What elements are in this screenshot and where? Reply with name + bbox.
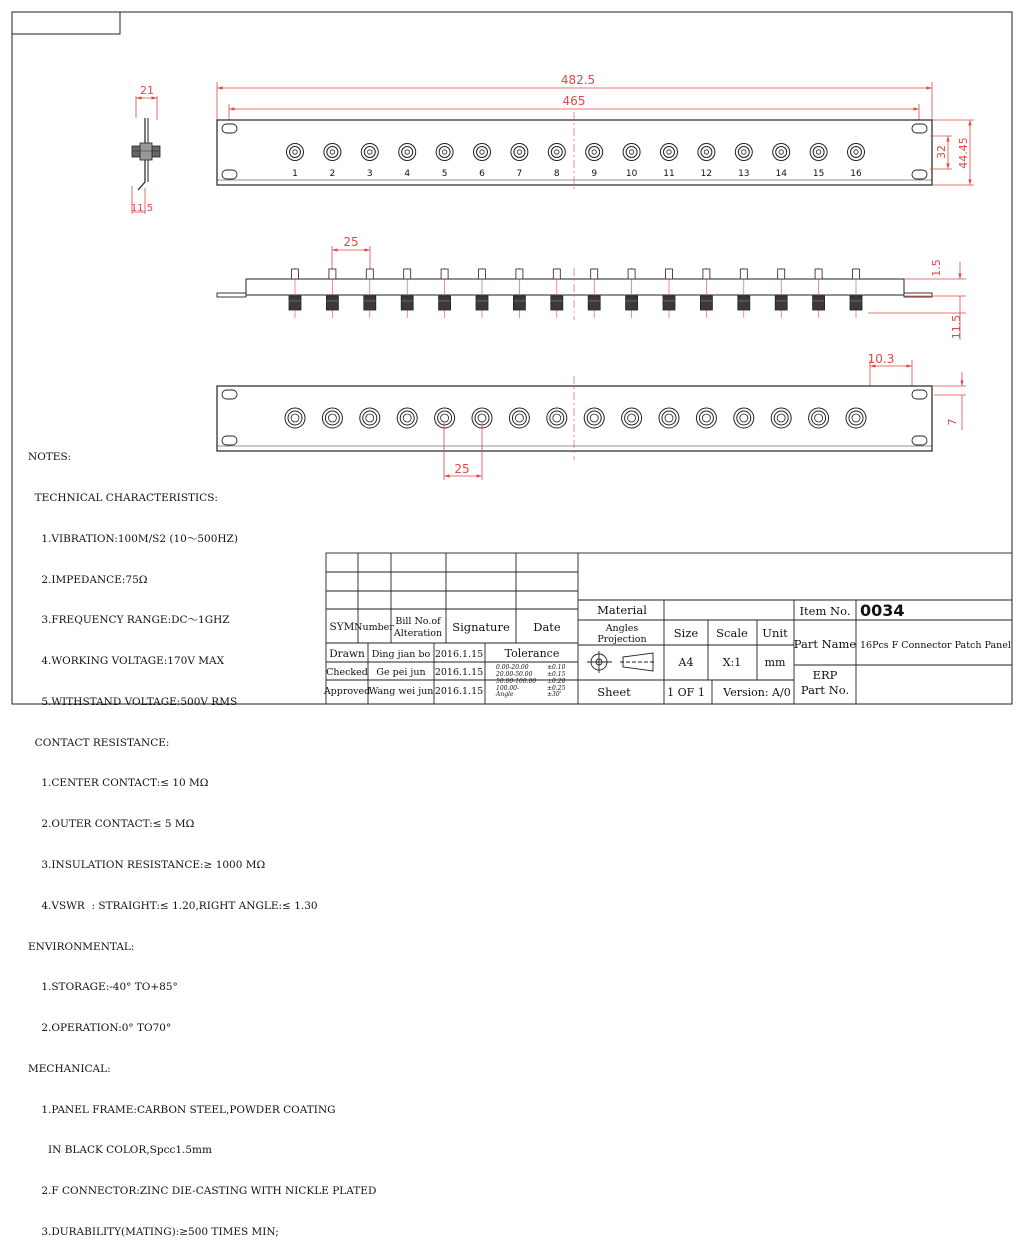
tb-checked-name: Ge pei jun xyxy=(376,667,426,678)
dim-7: 7 xyxy=(946,418,959,426)
port-number: 14 xyxy=(775,169,787,179)
port-number: 5 xyxy=(441,169,448,179)
tb-projection: Projection xyxy=(597,634,647,645)
panel-top xyxy=(246,279,904,295)
note-line: 4.VSWR : STRAIGHT:≤ 1.20,RIGHT ANGLE:≤ 1.30 xyxy=(28,899,318,912)
port-number: 13 xyxy=(738,169,750,179)
tol-range: 20.00-50.00 xyxy=(496,671,533,678)
f-connector-front xyxy=(661,144,678,161)
f-connector-front xyxy=(848,144,865,161)
tol-range: 0.00-20.00 xyxy=(496,664,529,671)
f-connector-rear xyxy=(547,408,567,428)
dim-11-5-mid: 11.5 xyxy=(950,314,963,340)
f-connector-rear xyxy=(584,408,604,428)
tb-tolerance: Tolerance xyxy=(504,647,560,660)
f-connector-rear xyxy=(509,408,529,428)
mount-slot xyxy=(222,170,237,179)
mount-slot xyxy=(912,436,927,445)
tb-drawn-date: 2016.1.15 xyxy=(434,649,484,660)
top-view xyxy=(217,235,966,340)
f-connector-front xyxy=(511,144,528,161)
port-number: 2 xyxy=(329,169,336,179)
port-number: 3 xyxy=(366,169,373,179)
f-connector-front xyxy=(474,144,491,161)
note-line: 2.OUTER CONTACT:≤ 5 MΩ xyxy=(28,818,195,831)
tb-approved-name: Wang wei jun xyxy=(368,686,434,697)
f-connector-rear xyxy=(809,408,829,428)
tb-sheet-value: 1 OF 1 xyxy=(667,686,705,699)
note-line: MECHANICAL: xyxy=(28,1062,111,1075)
port-number: 15 xyxy=(812,169,825,179)
tolerance-table xyxy=(495,664,566,698)
mount-slot xyxy=(222,124,237,133)
tb-drawn-name: Ding jian bo xyxy=(371,649,431,660)
f-connector-front xyxy=(399,144,416,161)
f-connector-front xyxy=(548,144,565,161)
note-line: 2.F CONNECTOR:ZINC DIE-CASTING WITH NICKLE PLATED xyxy=(28,1185,377,1198)
tol-value: ±0.20 xyxy=(547,678,566,685)
f-connector-front xyxy=(810,144,827,161)
note-line: 1.CENTER CONTACT:≤ 10 MΩ xyxy=(28,777,209,790)
note-line: 1.STORAGE:-40° TO+85° xyxy=(28,981,178,994)
tb-signature: Signature xyxy=(452,620,510,634)
tb-sheet-label: Sheet xyxy=(597,685,631,699)
dim-11-5-side: 11.5 xyxy=(130,203,154,214)
tb-angles: Angles xyxy=(605,623,639,634)
port-number: 4 xyxy=(404,169,411,179)
port-number: 9 xyxy=(591,169,598,179)
f-connector-rear xyxy=(397,408,417,428)
tb-drawn-label: Drawn xyxy=(329,648,365,660)
f-connector-rear xyxy=(659,408,679,428)
tb-alteration: Alteration xyxy=(393,628,443,639)
tb-part-no-label: Part No. xyxy=(800,683,850,697)
f-connector-rear xyxy=(622,408,642,428)
mount-slot xyxy=(912,124,927,133)
tb-approved-date: 2016.1.15 xyxy=(434,686,484,697)
tol-range: 50.00-100.00 xyxy=(496,678,537,685)
f-connector-rear xyxy=(771,408,791,428)
tb-approved-label: Approved xyxy=(323,686,371,697)
tol-value: ±0.25 xyxy=(547,685,566,692)
note-line: IN BLACK COLOR,Spcc1.5mm xyxy=(28,1144,212,1157)
tb-part-name-label: Part Name xyxy=(793,637,857,651)
port-number: 10 xyxy=(625,169,638,179)
port-number: 16 xyxy=(850,169,862,179)
tb-checked-label: Checked xyxy=(326,667,368,678)
projection-symbol xyxy=(587,651,656,673)
port-number: 1 xyxy=(292,169,298,179)
tol-value: ±0.10 xyxy=(547,664,566,671)
tb-erp: ERP xyxy=(812,668,838,682)
f-connector-front xyxy=(773,144,790,161)
note-line: 2.OPERATION:0° TO70° xyxy=(28,1022,172,1035)
f-connector-front xyxy=(623,144,640,161)
f-connector-front xyxy=(586,144,603,161)
side-view xyxy=(131,84,160,214)
dim-44-45: 44.45 xyxy=(957,137,970,169)
f-connector-front xyxy=(287,144,304,161)
f-connector-rear xyxy=(846,408,866,428)
tb-scale-value: X:1 xyxy=(722,656,742,669)
tb-bill-no: Bill No.of xyxy=(395,616,441,627)
port-number: 11 xyxy=(663,169,675,179)
tb-unit-label: Unit xyxy=(762,626,788,640)
front-view xyxy=(217,73,974,192)
f-connector-rear xyxy=(734,408,754,428)
tb-checked-date: 2016.1.15 xyxy=(434,667,484,678)
mount-slot xyxy=(912,170,927,179)
tb-material: Material xyxy=(597,603,647,617)
panel-ear-left xyxy=(217,293,246,297)
tol-value: ±30' xyxy=(547,691,562,698)
dim-25-bottom: 25 xyxy=(454,462,470,476)
notes-block xyxy=(28,424,376,1253)
tb-unit-value: mm xyxy=(764,656,786,669)
note-line: 1.VIBRATION:100M/S2 (10～500HZ) xyxy=(28,532,238,545)
note-line: 2.IMPEDANCE:75Ω xyxy=(28,573,148,586)
port-number: 8 xyxy=(553,169,560,179)
tb-sym: SYM xyxy=(329,621,355,633)
dim-1-5: 1.5 xyxy=(930,259,943,277)
note-line: 3.FREQUENCY RANGE:DC～1GHZ xyxy=(28,614,230,627)
f-connector-front xyxy=(735,144,752,161)
tb-size-label: Size xyxy=(673,626,699,640)
f-connector-front xyxy=(436,144,453,161)
tb-date: Date xyxy=(533,620,561,634)
port-number: 6 xyxy=(479,169,485,179)
note-line: ENVIRONMENTAL: xyxy=(28,940,135,953)
corner-label-box xyxy=(12,12,120,34)
tb-number: Number xyxy=(354,622,394,633)
tb-scale-label: Scale xyxy=(716,626,748,640)
f-connector-rear xyxy=(696,408,716,428)
tb-size-value: A4 xyxy=(678,656,694,669)
mount-slot xyxy=(912,390,927,399)
note-line: 4.WORKING VOLTAGE:170V MAX xyxy=(28,655,225,668)
dim-482-5: 482.5 xyxy=(560,73,596,87)
note-line: 1.PANEL FRAME:CARBON STEEL,POWDER COATING xyxy=(28,1103,336,1116)
tb-version: Version: A/0 xyxy=(723,686,791,699)
dim-10-3: 10.3 xyxy=(867,352,895,366)
f-connector-rear xyxy=(435,408,455,428)
f-connector-front xyxy=(361,144,378,161)
note-line: 3.DURABILITY(MATING):≥500 TIMES MIN; xyxy=(28,1226,279,1239)
note-line: CONTACT RESISTANCE: xyxy=(28,736,170,749)
dim-21: 21 xyxy=(140,84,154,97)
note-line: NOTES: xyxy=(28,451,72,464)
dim-32: 32 xyxy=(935,145,948,159)
tb-item-no-value: 0034 xyxy=(860,601,905,620)
tol-range: Angle xyxy=(496,691,514,698)
tol-value: ±0.15 xyxy=(547,671,566,678)
tb-part-name-value: 16Pcs F Connector Patch Panel xyxy=(860,640,1011,651)
tol-range: 100.00- xyxy=(496,685,520,692)
dim-25-top: 25 xyxy=(343,235,359,249)
tb-item-no-label: Item No. xyxy=(799,604,851,618)
mount-slot xyxy=(222,390,237,399)
f-connector-front xyxy=(698,144,715,161)
note-line: 5.WITHSTAND VOLTAGE:500V RMS xyxy=(28,695,238,708)
f-connector-front xyxy=(324,144,341,161)
note-line: TECHNICAL CHARACTERISTICS: xyxy=(28,491,218,504)
dim-465: 465 xyxy=(562,94,586,108)
port-number: 12 xyxy=(700,169,713,179)
port-number: 7 xyxy=(516,169,523,179)
note-line: 3.INSULATION RESISTANCE:≥ 1000 MΩ xyxy=(28,859,266,871)
